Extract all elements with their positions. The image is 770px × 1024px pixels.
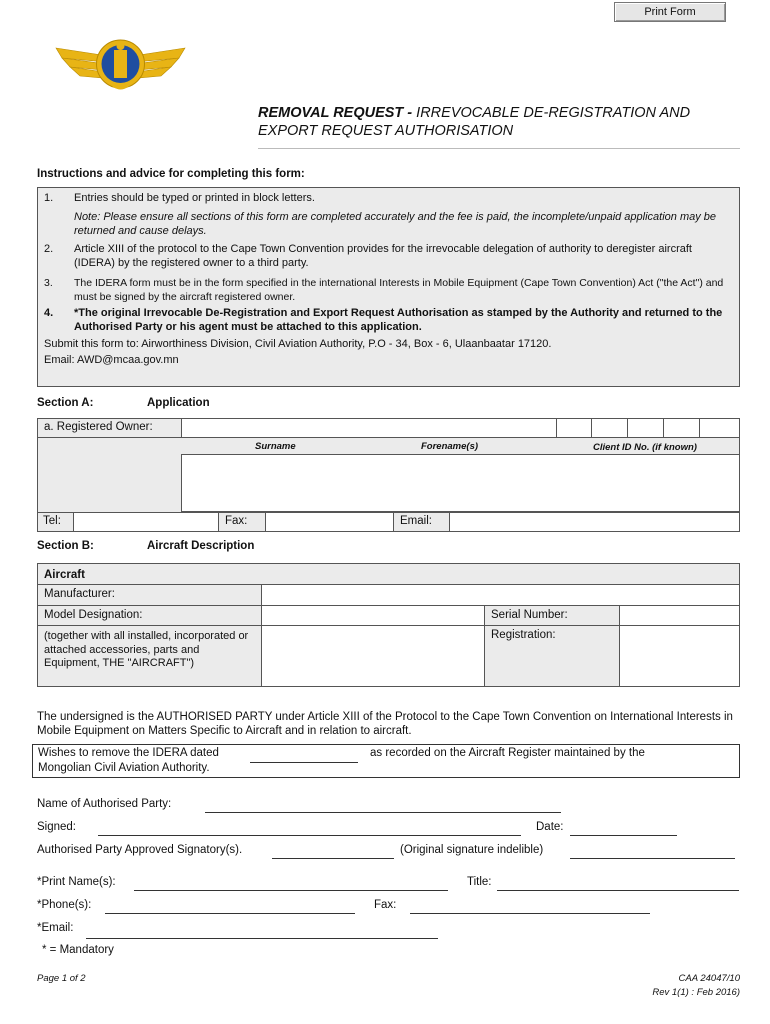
- forenames-header: Forename(s): [421, 441, 479, 452]
- idera-date-line[interactable]: [250, 762, 358, 763]
- print-form-button[interactable]: Print Form: [614, 2, 726, 22]
- signed-line[interactable]: [98, 835, 521, 836]
- date-line[interactable]: [570, 835, 677, 836]
- original-signature-line[interactable]: [570, 858, 735, 859]
- approved-signatory-label: Authorised Party Approved Signatory(s).: [37, 844, 243, 856]
- registration-label: Registration:: [484, 625, 620, 687]
- fax-input[interactable]: [265, 512, 394, 532]
- fax-sig-line[interactable]: [410, 913, 650, 914]
- tel-label: Tel:: [37, 512, 74, 532]
- title-line[interactable]: [497, 890, 739, 891]
- section-a-label: Section A:: [37, 397, 94, 409]
- aircraft-header: Aircraft: [37, 563, 740, 585]
- section-b-label: Section B:: [37, 540, 94, 552]
- fax-label: Fax:: [218, 512, 266, 532]
- title-label: Title:: [467, 876, 492, 888]
- signed-label: Signed:: [37, 821, 77, 833]
- model-input[interactable]: [261, 605, 485, 626]
- phone-label: *Phone(s):: [37, 899, 92, 911]
- client-id-box-3[interactable]: [627, 418, 664, 438]
- client-id-box-4[interactable]: [663, 418, 700, 438]
- client-id-box-5[interactable]: [699, 418, 740, 438]
- phone-line[interactable]: [105, 913, 355, 914]
- aircraft-table: [37, 563, 740, 687]
- date-label: Date:: [536, 821, 564, 833]
- authorised-party-name-line[interactable]: [205, 812, 561, 813]
- section-b-title: Aircraft Description: [147, 540, 255, 552]
- form-revision: Rev 1(1) : Feb 2016): [652, 987, 740, 998]
- wishes-label: Wishes to remove the IDERA dated: [38, 747, 219, 759]
- aircraft-note: (together with all installed, incorporated or attached accessories, parts and Equipment, THE "AIRCRAFT"): [37, 625, 262, 687]
- approved-signatory-line[interactable]: [272, 858, 394, 859]
- fax-sig-label: Fax:: [374, 899, 397, 911]
- form-code: CAA 24047/10: [678, 973, 740, 984]
- registered-owner-label: a. Registered Owner:: [37, 418, 182, 438]
- print-name-line[interactable]: [134, 890, 448, 891]
- section-a-title: Application: [147, 397, 210, 409]
- serial-input[interactable]: [619, 605, 740, 626]
- page-number: Page 1 of 2: [37, 973, 86, 984]
- client-id-header: Client ID No. (if known): [593, 442, 697, 453]
- original-signature-label: (Original signature indelible): [400, 844, 544, 856]
- mandatory-note: * = Mandatory: [42, 944, 114, 956]
- title-divider: [258, 148, 740, 149]
- manufacturer-label: Manufacturer:: [37, 584, 262, 606]
- authority-label: Mongolian Civil Aviation Authority.: [38, 762, 210, 774]
- model-label: Model Designation:: [37, 605, 262, 626]
- instructions-box: 1. Entries should be typed or printed in block letters. Note: Please ensure all sections of this form are completed accurately and the fee is paid, the incomplete/unpaid application may be returned and cause delays. 2. Article XIII of the protocol to the Cape Town Convention provides for the irrevocable delegation of authority to deregister aircraft (IDERA) by the registered owner to a third party. 3. The IDERA form must be in the form specified in the international Interests in Mobile Equipment (Cape Town Convention) Act ("the Act") and must be signed by the aircraft registered owner. 4. *The original Irrevocable De-Registration and Export Request Authorisation as stamped by the Authority and returned to the Authorised Party or his agent must be attached to this application. Submit this form to: Airworthiness Division, Civil Aviation Authority, P.O - 34, Box - 6, Ulaanbaatar 17120. Email: AWD@mcaa.gov.mn: [37, 187, 740, 387]
- email-sig-label: *Email:: [37, 922, 74, 934]
- form-title: REMOVAL REQUEST - IRREVOCABLE DE-REGISTRATION AND EXPORT REQUEST AUTHORISATION: [258, 105, 691, 139]
- manufacturer-input[interactable]: [261, 584, 740, 606]
- owner-name-input[interactable]: [181, 454, 740, 512]
- declaration-text: The undersigned is the AUTHORISED PARTY under Article XIII of the Protocol to the Cape Town Convention on International Interests in Mobile Equipment on Matters Specific to Aircraft and in relation to aircraft.: [37, 711, 733, 737]
- client-id-box-2[interactable]: [591, 418, 628, 438]
- email-label: Email:: [393, 512, 450, 532]
- registration-input[interactable]: [619, 625, 740, 687]
- registered-owner-input[interactable]: [181, 418, 557, 438]
- civil-aviation-logo: [48, 34, 193, 101]
- surname-header: Surname: [255, 441, 296, 452]
- instructions-heading: Instructions and advice for completing this form:: [37, 168, 305, 180]
- submit-email: Email: AWD@mcaa.gov.mn: [44, 354, 179, 366]
- application-table: [37, 418, 740, 532]
- aircraft-detail-input[interactable]: [261, 625, 485, 687]
- authorised-party-name-label: Name of Authorised Party:: [37, 798, 172, 810]
- recorded-label: as recorded on the Aircraft Register maintained by the: [370, 747, 645, 759]
- email-input[interactable]: [449, 512, 740, 532]
- print-name-label: *Print Name(s):: [37, 876, 116, 888]
- serial-label: Serial Number:: [484, 605, 620, 626]
- submit-address: Submit this form to: Airworthiness Division, Civil Aviation Authority, P.O - 34, Box - 6, Ulaanbaatar 17120.: [44, 338, 552, 350]
- client-id-box-1[interactable]: [556, 418, 592, 438]
- email-sig-line[interactable]: [86, 938, 438, 939]
- tel-input[interactable]: [73, 512, 219, 532]
